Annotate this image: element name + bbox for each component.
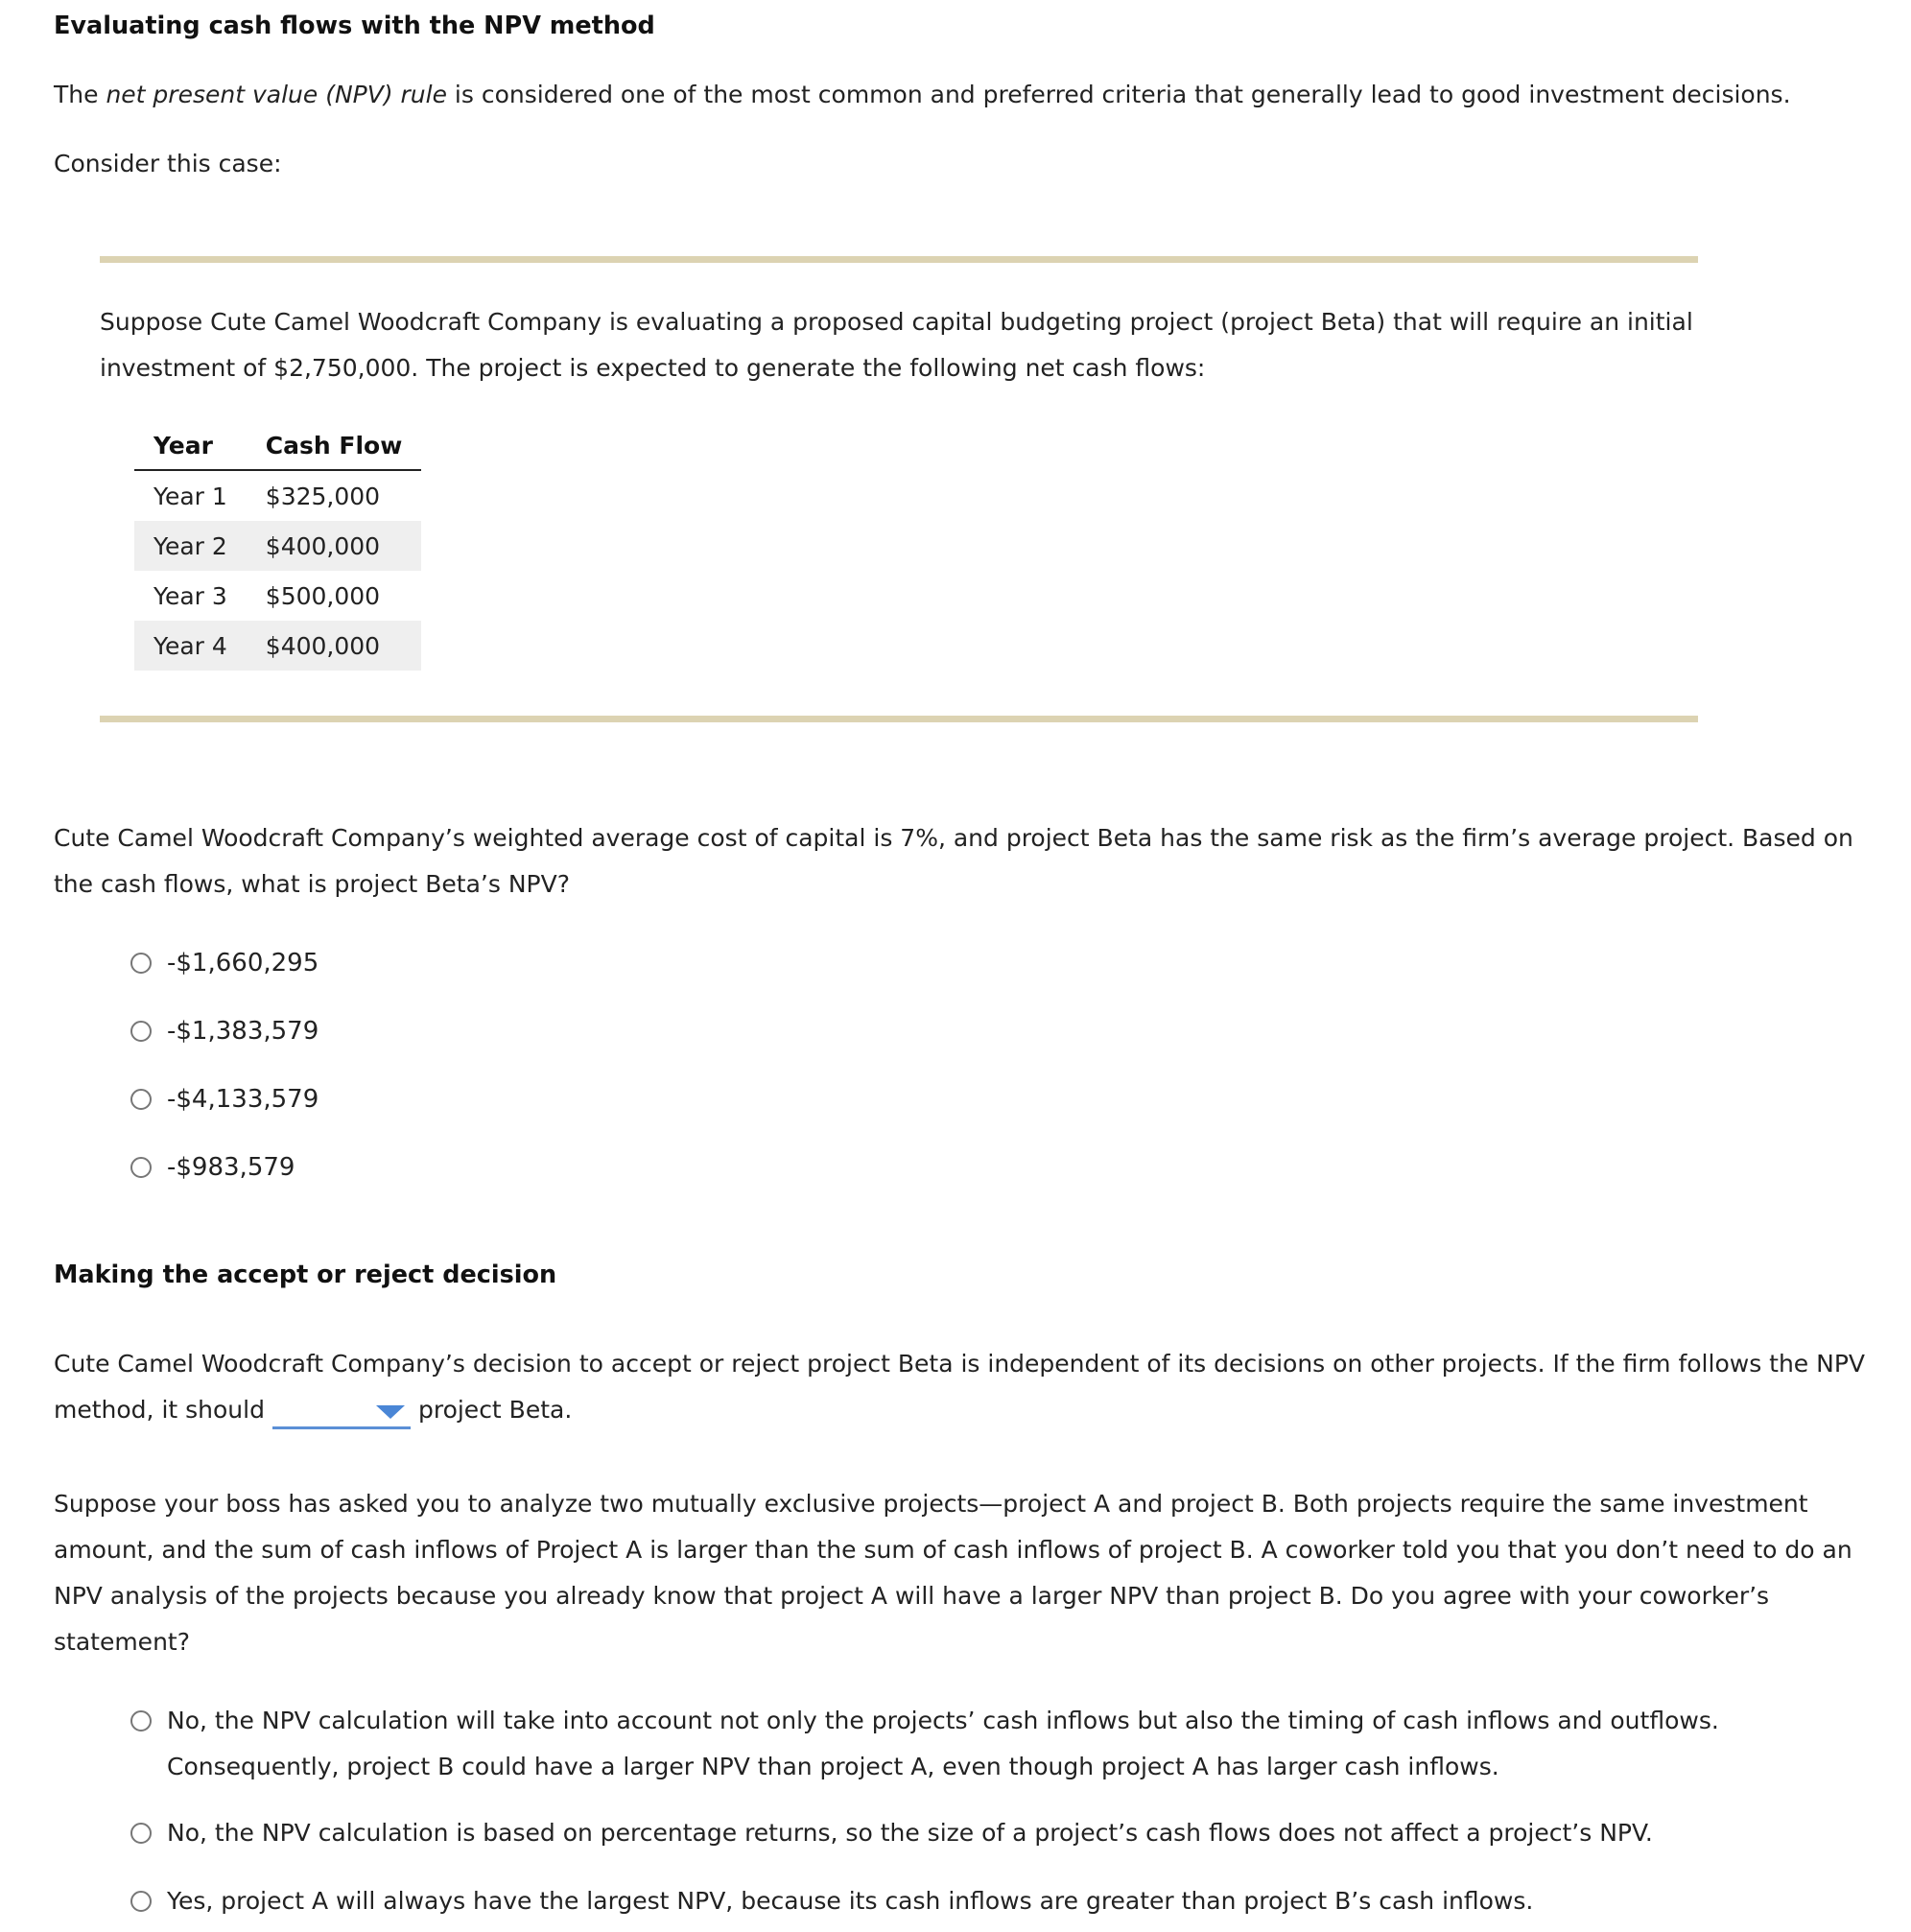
cell-cash-flow: $400,000 xyxy=(247,521,422,571)
cell-cash-flow: $400,000 xyxy=(247,621,422,671)
section2-line1: Cute Camel Woodcraft Company’s decision to accept or reject project Beta is independent of its decisions on other projects. If the firm follows the NPV xyxy=(54,1350,1866,1378)
option-label xyxy=(167,1698,1719,1790)
table-row xyxy=(134,621,421,671)
table-header-row xyxy=(134,422,421,470)
header-cash-flow: Cash Flow xyxy=(247,422,422,470)
npv-option-3[interactable] xyxy=(130,1085,319,1122)
radio-button[interactable] xyxy=(130,1089,152,1110)
accept-reject-dropdown[interactable] xyxy=(272,1396,411,1429)
radio-button[interactable] xyxy=(130,953,152,974)
table-row xyxy=(134,521,421,571)
caret-down-icon xyxy=(376,1405,405,1419)
cell-year: Year 2 xyxy=(134,521,247,571)
question3-line2: amount, and the sum of cash inflows of Project A is larger than the sum of cash inflows of project B. A coworker told you that you don’t need to do an xyxy=(54,1536,1852,1564)
npv-option-2[interactable] xyxy=(130,1017,319,1054)
option-label: -$1,660,295 xyxy=(167,949,319,978)
intro-paragraph xyxy=(54,72,1791,118)
radio-button[interactable] xyxy=(130,1710,152,1732)
question1-line2: the cash flows, what is project Beta’s NPV? xyxy=(54,870,570,898)
case-text-line2: investment of $2,750,000. The project is expected to generate the following net cash flows: xyxy=(100,354,1206,382)
cell-cash-flow: $500,000 xyxy=(265,581,381,610)
question3-line1: Suppose your boss has asked you to analyze two mutually exclusive projects—project A and project B. Both projects require the same investment xyxy=(54,1490,1808,1518)
cash-flow-table xyxy=(134,422,421,671)
option-label: -$983,579 xyxy=(167,1153,295,1182)
table-row xyxy=(134,470,421,521)
cell-year: Year 3 xyxy=(153,581,227,610)
case-text-line1: Suppose Cute Camel Woodcraft Company is evaluating a proposed capital budgeting project (project Beta) that will require an initial xyxy=(100,308,1693,336)
radio-button[interactable] xyxy=(130,1823,152,1844)
page-title: Evaluating cash flows with the NPV method xyxy=(54,12,655,40)
section2-line2 xyxy=(54,1387,572,1433)
radio-button[interactable] xyxy=(130,1021,152,1042)
consider-text: Consider this case: xyxy=(54,150,282,177)
option-label: Yes, project A will always have the largest NPV, because its cash inflows are greater than project B’s cash inflows. xyxy=(167,1887,1534,1915)
npv-option-4[interactable] xyxy=(130,1153,295,1190)
section2-heading: Making the accept or reject decision xyxy=(54,1261,557,1289)
option-line2: Consequently, project B could have a larger NPV than project A, even though project A has larger cash inflows. xyxy=(167,1753,1499,1780)
option-line1: No, the NPV calculation will take into account not only the projects’ cash inflows but also the timing of cash inflows and outflows. xyxy=(167,1707,1719,1734)
section2-prefix: method, it should xyxy=(54,1396,265,1424)
cell-cash-flow: $325,000 xyxy=(265,482,381,510)
radio-button[interactable] xyxy=(130,1157,152,1178)
question3-line3: NPV analysis of the projects because you already know that project A will have a larger NPV than project B. Do you agree with your coworker’s xyxy=(54,1582,1770,1610)
question3-line4: statement? xyxy=(54,1628,190,1656)
option-label: -$1,383,579 xyxy=(167,1017,319,1046)
coworker-option-3[interactable] xyxy=(130,1887,1534,1924)
question1-line1: Cute Camel Woodcraft Company’s weighted average cost of capital is 7%, and project Beta has the same risk as the firm’s average project. Based on xyxy=(54,824,1853,852)
option-label: No, the NPV calculation is based on percentage returns, so the size of a project’s cash flows does not affect a project’s NPV. xyxy=(167,1819,1653,1847)
case-rule-top xyxy=(100,256,1698,263)
cell-year: Year 1 xyxy=(153,482,227,510)
option-label: -$4,133,579 xyxy=(167,1085,319,1114)
intro-suffix: is considered one of the most common and preferred criteria that generally lead to good investment decisions. xyxy=(446,81,1791,108)
intro-prefix: The xyxy=(54,81,106,108)
cell-year: Year 4 xyxy=(134,621,247,671)
intro-emphasis: net present value (NPV) rule xyxy=(106,81,447,108)
radio-button[interactable] xyxy=(130,1891,152,1912)
case-rule-bottom xyxy=(100,716,1698,722)
npv-option-1[interactable] xyxy=(130,949,319,986)
coworker-option-1[interactable] xyxy=(130,1707,1719,1790)
section2-suffix: project Beta. xyxy=(417,1396,573,1424)
coworker-option-2[interactable] xyxy=(130,1819,1653,1856)
table-row xyxy=(134,571,421,621)
header-year: Year xyxy=(134,422,247,470)
